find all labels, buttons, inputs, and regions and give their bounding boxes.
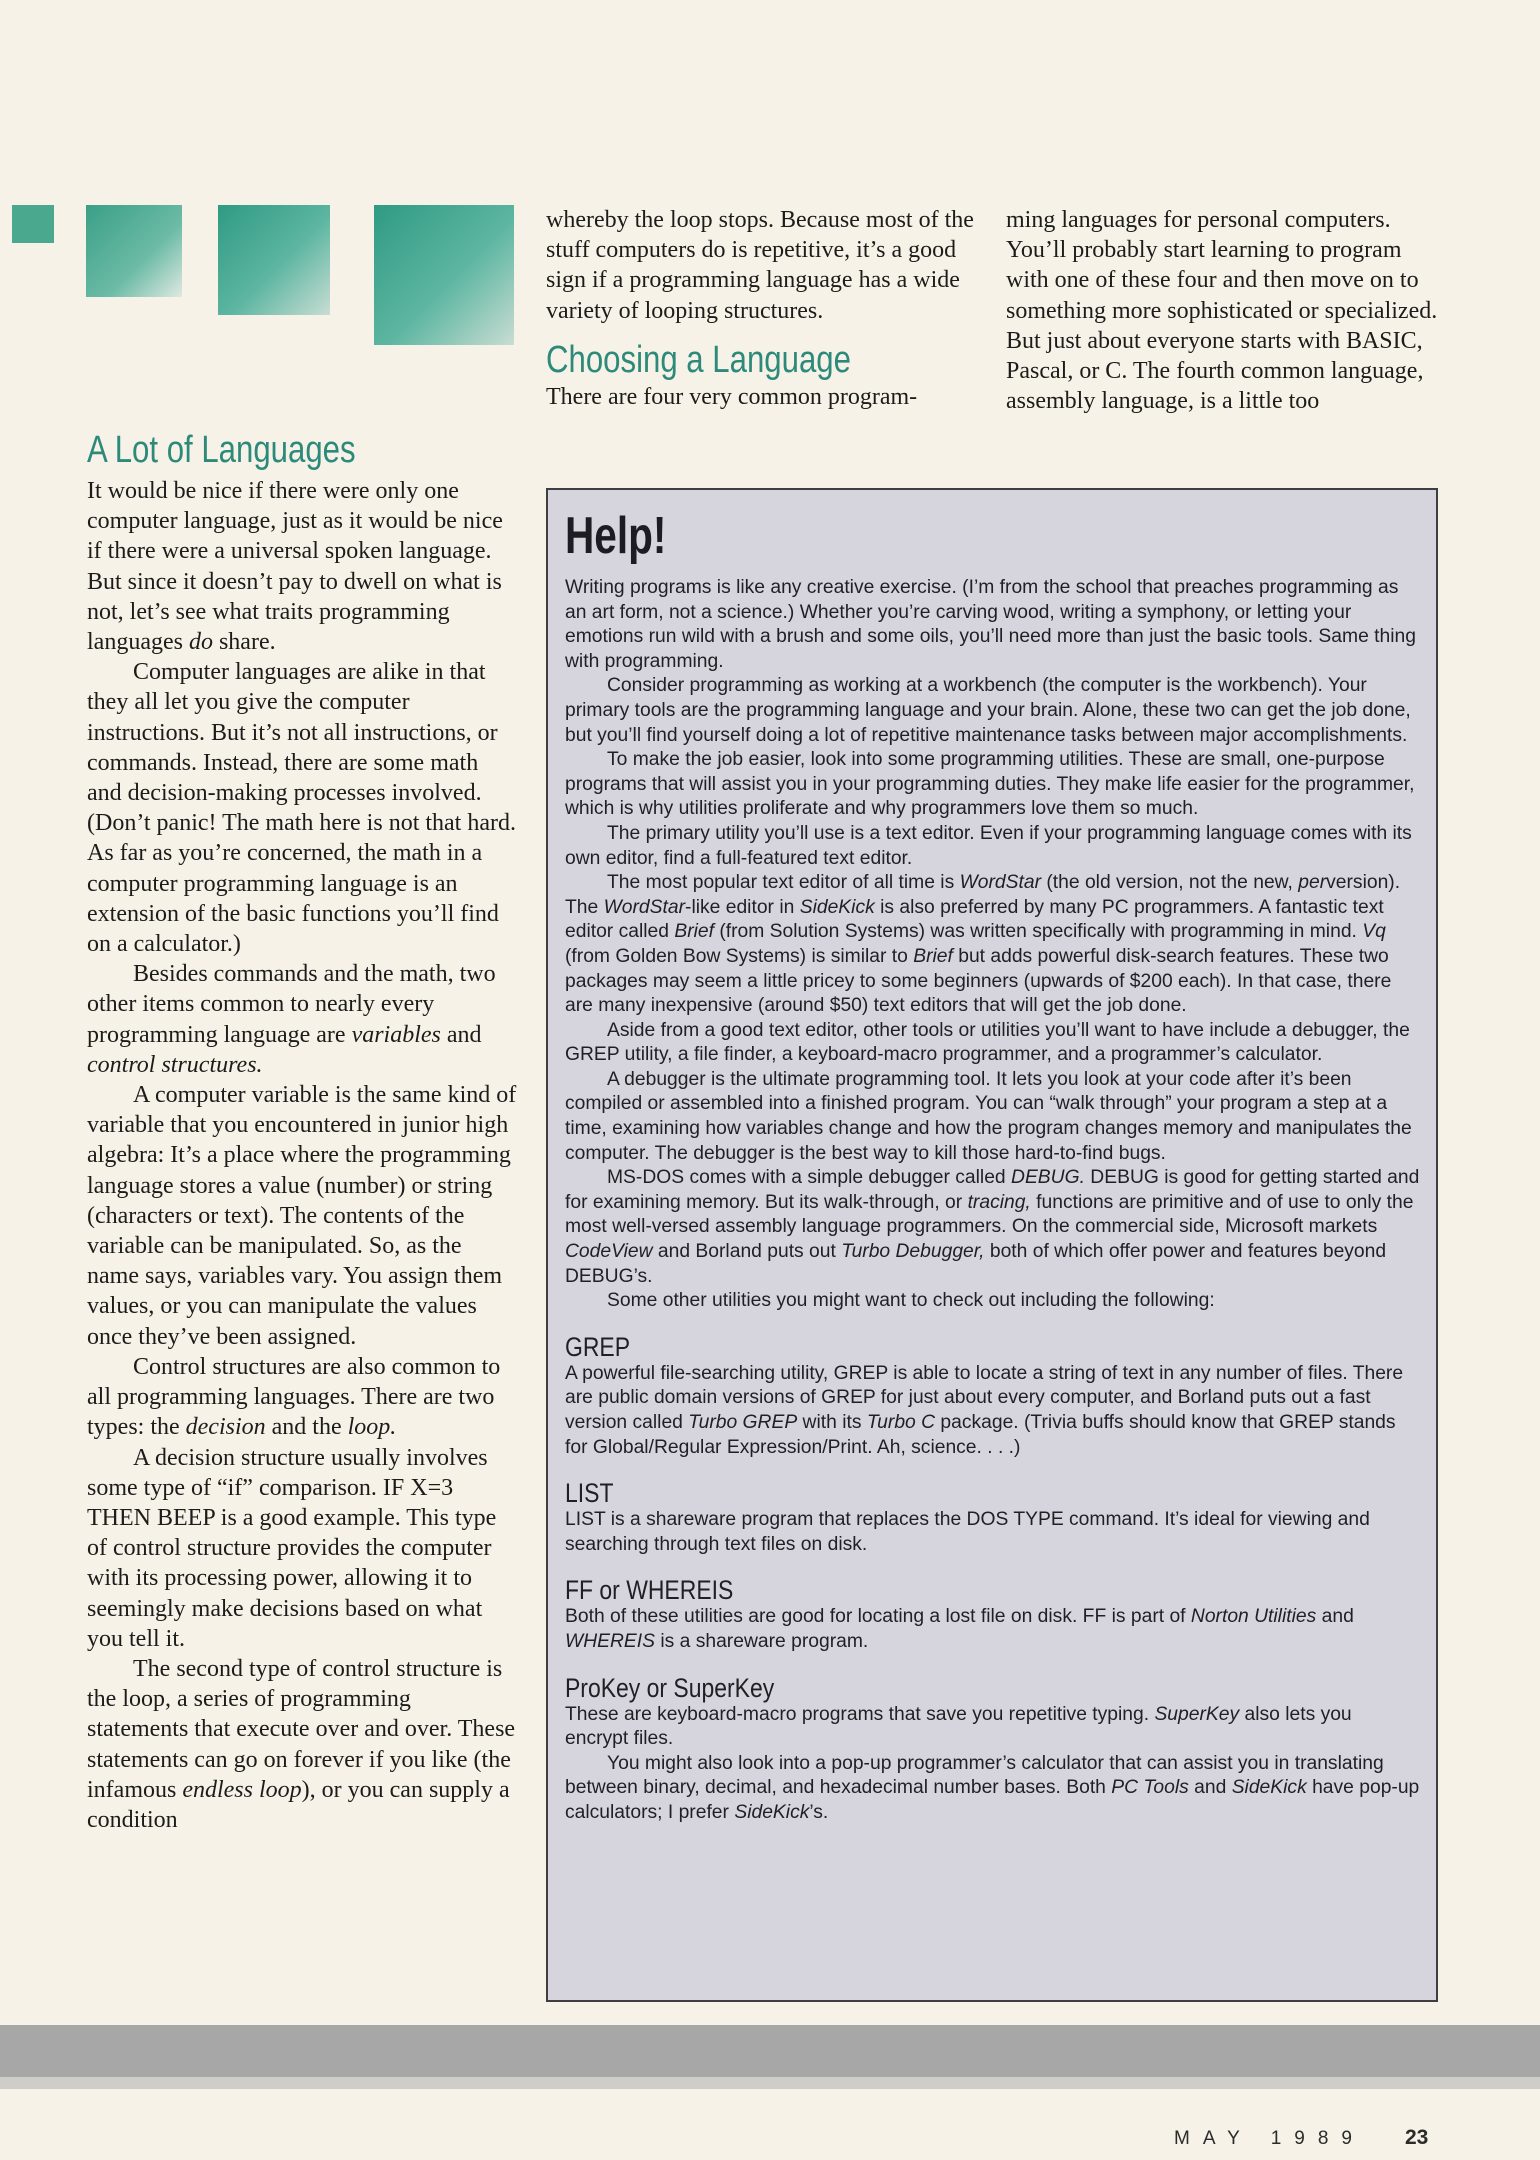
paragraph: Control structures are also common to all programming languages. There are two types: the decision and the loop. [87,1353,501,1441]
footer-band-light [0,2077,1540,2089]
help-title: Help! [565,507,667,565]
help-paragraph: The most popular text editor of all time is WordStar (the old version, not the new, perversion). The WordStar-like editor in SideKick is also preferred by many PC programmers. A fantastic text editor called Brief (from Solution Systems) was written specifically with programming in mind. Vq (from Golden Bow Systems) is similar to Brief but adds powerful disk-search features. These two packages may seem a little pricey to some beginners (upwards of $200 each). In that case, there are many inexpensive (around $50) text editors that will get the job done. [565,872,1401,1017]
help-paragraph: The primary utility you’ll use is a text editor. Even if your programming language comes with its own editor, find a full-featured text editor. [565,822,1412,869]
help-paragraph: Aside from a good text editor, other tools or utilities you’ll want to have include a debugger, the GREP utility, a file finder, a keyboard-macro programmer, and a programmer’s calculator. [565,1019,1410,1066]
help-paragraph: To make the job easier, look into some programming utilities. These are small, one-purpose programs that will assist you in your programming duties. They make life easier for the programmer, which is why utilities proliferate and why programmers love them so much. [565,749,1415,820]
paragraph: A computer variable is the same kind of variable that you encountered in junior high algebra: It’s a place where the programming language stores a value (number) or string (characters or text). The contents of the variable can be manipulated. So, as the name says, variables vary. You assign them values, or you can manipulate the values once they’ve been assigned. [87,1082,517,1350]
help-paragraph: Some other utilities you might want to check out including the following: [607,1290,1215,1312]
paragraph: whereby the loop stops. Because most of the stuff computers do is repetitive, it’s a good sign if a programming language has a wide variety of looping structures. [546,207,974,324]
decorative-square-4 [374,205,514,345]
page-number: 23 [1405,2126,1429,2149]
help-paragraph: Consider programming as working at a workbench (the computer is the workbench). Your primary tools are the programming language and your brain. Alone, these two can get the job done, but you’ll find yourself doing a lot of repetitive maintenance tasks between major accomplishments. [565,675,1411,746]
help-paragraph: A powerful file-searching utility, GREP is able to locate a string of text in any number of files. There are public domain versions of GREP for just about every computer, and Borland puts out a fast version called Turbo GREP with its Turbo C package. (Trivia buffs should know that GREP stands for Global/Regular Expression/Print. Ah, science. . . .) [565,1362,1404,1458]
utility-heading-prokey: ProKey or SuperKey [565,1672,775,1703]
help-paragraph: Writing programs is like any creative exercise. (I’m from the school that preaches programming as an art form, not a science.) Whether you’re carving wood, writing a symphony, or letting your emotions run wild with a brush and some oils, you’ll need more than just the basic tools. Same thing with programming. [565,577,1416,672]
column-3 [1006,205,1446,416]
decorative-square-1 [12,205,54,243]
column-2 [546,205,982,412]
decorative-square-2 [86,205,182,297]
utility-heading-ff: FF or WHEREIS [565,1575,734,1606]
paragraph: It would be nice if there were only one computer language, just as it would be nice if there were a universal spoken language. But since it doesn’t pay to dwell on what is not, let’s see what traits programming languages do share. [87,478,503,656]
paragraph: There are four very common program- [546,383,918,410]
footer-band [0,2025,1540,2077]
help-paragraph: LIST is a shareware program that replaces the DOS TYPE command. It’s ideal for viewing and searching through text files on disk. [565,1509,1370,1555]
paragraph: Computer languages are alike in that they all let you give the computer instructions. But it’s not all instructions, or commands. Instead, there are some math and decision-making processes involved. (Don’t panic! The math here is not that hard. As far as you’re concerned, the math in a computer programming language is an extension of the basic functions you’ll find on a calculator.) [87,659,516,958]
section-heading-languages: A Lot of Languages [87,429,356,471]
column-1 [87,428,517,1835]
utility-heading-list: LIST [565,1478,614,1509]
help-paragraph: MS-DOS comes with a simple debugger called DEBUG. DEBUG is good for getting started and for examining memory. But its walk-through, or tracing, functions are primitive and of use to only the most well-versed assembly language programmers. On the commercial side, Microsoft markets CodeView and Borland puts out Turbo Debugger, both of which offer power and features beyond DEBUG’s. [565,1167,1420,1287]
help-paragraph: These are keyboard-macro programs that save you repetitive typing. SuperKey also lets you encrypt files. [565,1703,1352,1750]
issue-date: MAY 1989 [1174,2128,1365,2149]
paragraph: A decision structure usually involves some type of “if” comparison. IF X=3 THEN BEEP is a good example. This type of control structure provides the computer with its processing power, allowing it to seemingly make decisions based on what you tell it. [87,1444,497,1652]
help-paragraph: Both of these utilities are good for locating a lost file on disk. FF is part of Norton Utilities and WHEREIS is a shareware program. [565,1606,1354,1652]
paragraph: ming languages for personal computers. You’ll probably start learning to program with one of these four and then move on to something more sophisticated or specialized. But just about everyone starts with BASIC, Pascal, or C. The fourth common language, assembly language, is a little too [1006,207,1438,415]
help-paragraph: You might also look into a pop-up programmer’s calculator that can assist you in translating between binary, decimal, and hexadecimal number bases. Both PC Tools and SideKick have pop-up calculators; I prefer SideKick’s. [565,1752,1420,1823]
help-sidebar-box [546,488,1438,2002]
utility-heading-grep: GREP [565,1331,631,1362]
decorative-square-3 [218,205,330,315]
help-paragraph: A debugger is the ultimate programming tool. It lets you look at your code after it’s been compiled or assembled into a finished program. You can “walk through” your program a step at a time, examining how variables change and how the program changes memory and manipulates the computer. The debugger is the best way to kill those hard-to-find bugs. [565,1068,1412,1164]
paragraph: Besides commands and the math, two other items common to nearly every programming language are variables and control structures. [87,961,496,1078]
section-heading-choosing: Choosing a Language [546,338,851,381]
paragraph: The second type of control structure is the loop, a series of programming statements that execute over and over. These statements can go on forever if you like (the infamous endless loop), or you can supply a condition [87,1655,516,1833]
